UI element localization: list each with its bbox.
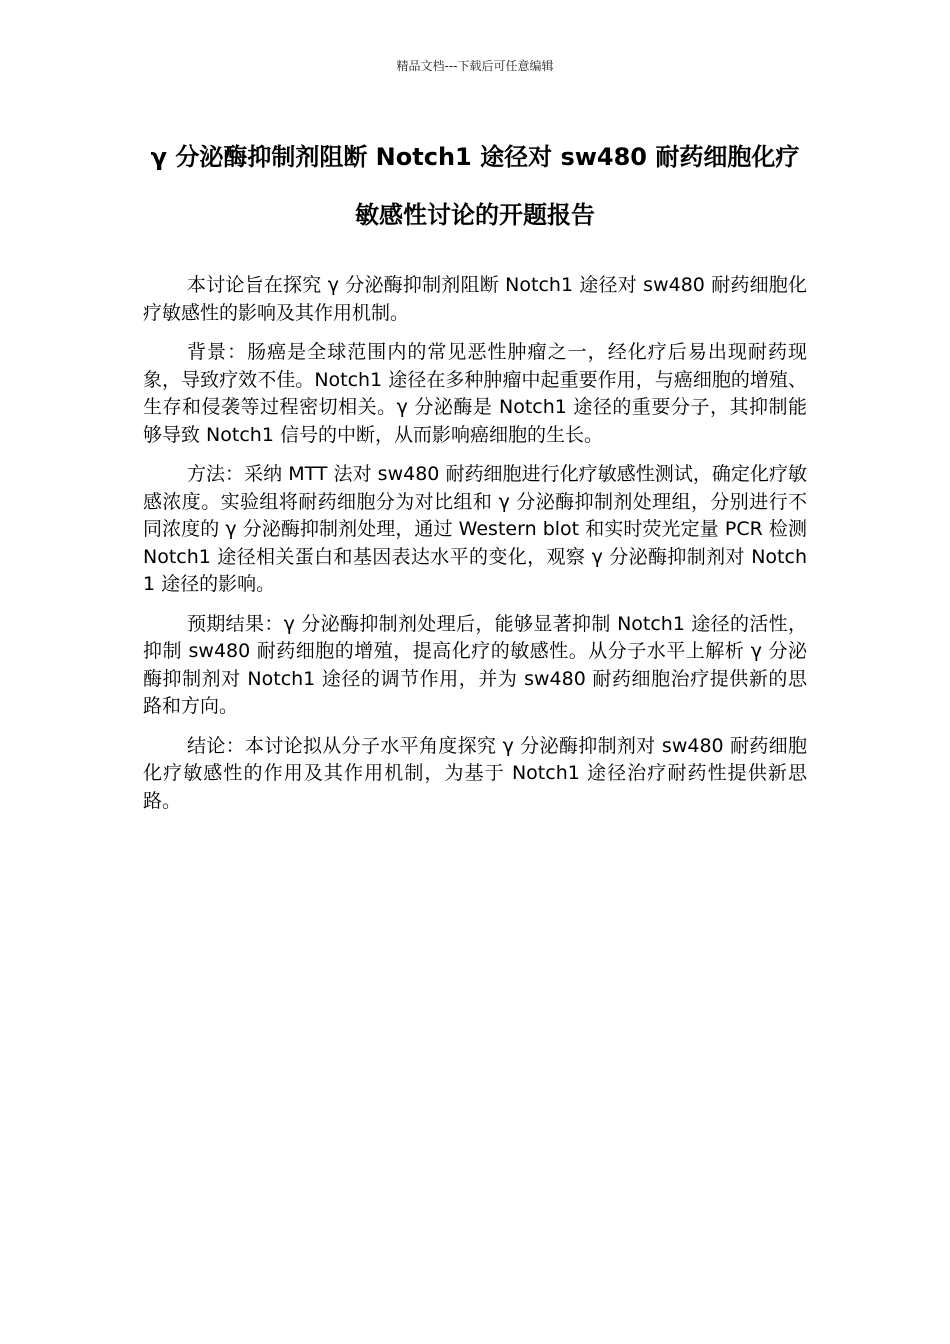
paragraph-method: 方法：采纳 MTT 法对 sw480 耐药细胞进行化疗敏感性测试，确定化疗敏感浓度。实验组将耐药细胞分为对比组和 γ 分泌酶抑制剂处理组，分别进行不同浓度的 γ 分泌酶抑制剂处理，通过 Western blot 和实时荧光定量 PCR 检测 Notch1 途径相关蛋白和基因表达水平的变化，观察 γ 分泌酶抑制剂对 Notch1 途径的影响。 [143,463,807,595]
document-body [143,272,807,827]
paragraph-conclusion: 结论：本讨论拟从分子水平角度探究 γ 分泌酶抑制剂对 sw480 耐药细胞化疗敏感性的作用及其作用机制，为基于 Notch1 途径治疗耐药性提供新思路。 [143,734,807,812]
page-title: γ 分泌酶抑制剂阻断 Notch1 途径对 sw480 耐药细胞化疗敏感性讨论的开题报告 [150,143,800,229]
paragraph-expected-results: 预期结果：γ 分泌酶抑制剂处理后，能够显著抑制 Notch1 途径的活性，抑制 sw480 耐药细胞的增殖，提高化疗的敏感性。从分子水平上解析 γ 分泌酶抑制剂对 Notch1 途径的调节作用，并为 sw480 耐药细胞治疗提供新的思路和方向。 [143,612,807,717]
paragraph-background: 背景：肠癌是全球范围内的常见恶性肿瘤之一，经化疗后易出现耐药现象，导致疗效不佳。Notch1 途径在多种肿瘤中起重要作用，与癌细胞的增殖、生存和侵袭等过程密切相关。γ 分泌酶是 Notch1 途径的重要分子，其抑制能够导致 Notch1 信号的中断，从而影响癌细胞的生长。 [143,341,807,446]
header-note: 精品文档---下载后可任意编辑 [396,59,554,73]
paragraph-intro: 本讨论旨在探究 γ 分泌酶抑制剂阻断 Notch1 途径对 sw480 耐药细胞化疗敏感性的影响及其作用机制。 [143,274,807,324]
